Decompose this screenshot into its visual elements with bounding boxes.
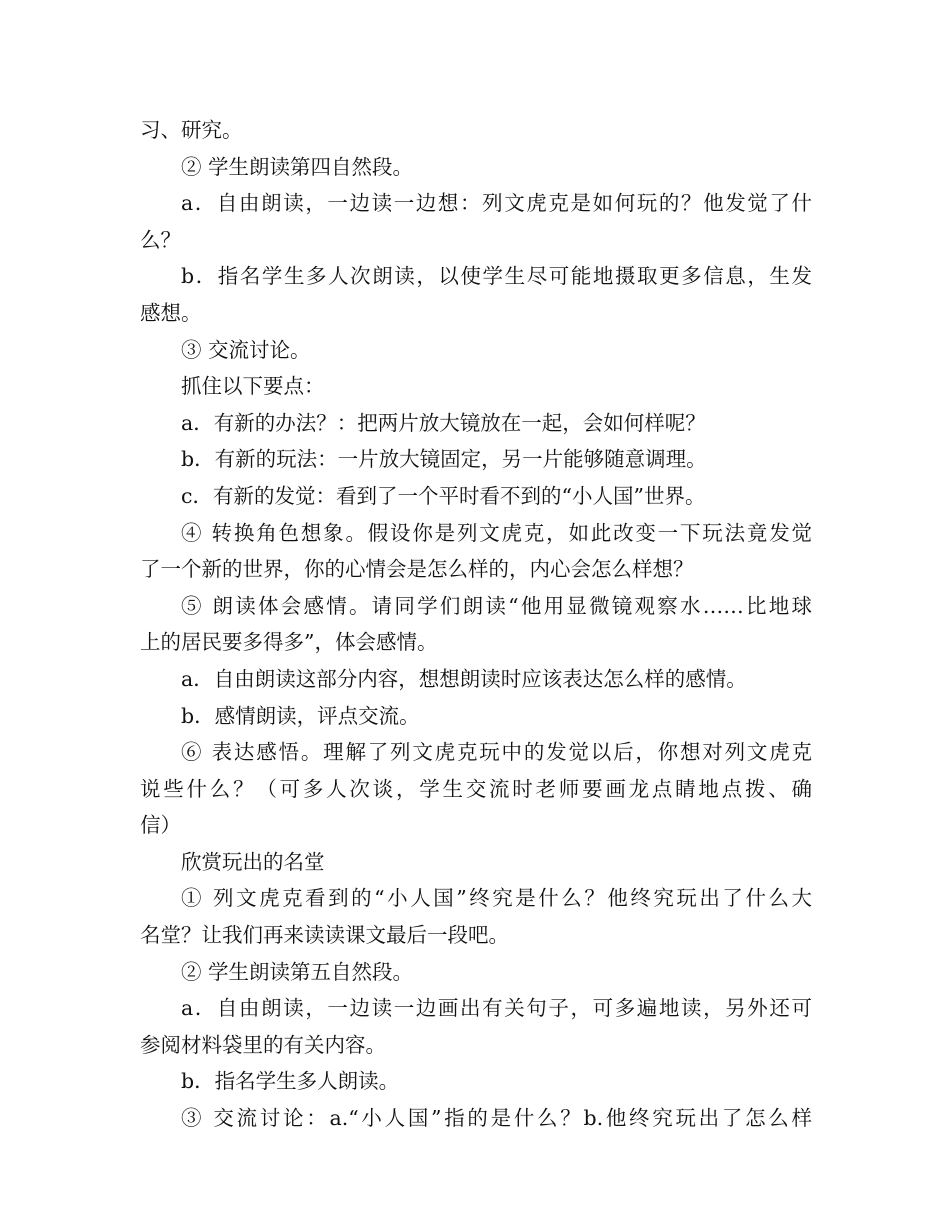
text-line: 信）	[140, 813, 181, 838]
text-line: 么？	[140, 227, 181, 252]
text-line: 上的居民要多得多”，体会感情。	[140, 630, 438, 655]
text-line: ② 学生朗读第四自然段。	[181, 154, 414, 179]
text-line: b．有新的玩法：一片放大镜固定，另一片能够随意调理。	[181, 447, 707, 472]
text-line: ① 列文虎克看到的“小人国”终究是什么？他终究玩出了什么大	[181, 886, 812, 911]
text-line: ② 学生朗读第五自然段。	[181, 959, 414, 984]
text-line: a．自由朗读，一边读一边想：列文虎克是如何玩的？他发觉了什	[181, 191, 812, 216]
text-line: a．有新的办法？：把两片放大镜放在一起，会如何样呢？	[181, 410, 706, 435]
text-line: 参阅材料袋里的有关内容。	[140, 1032, 386, 1057]
text-line: 感想。	[140, 300, 202, 325]
text-line: 说些什么？（可多人次谈，学生交流时老师要画龙点睛地点拨、确	[140, 776, 812, 801]
text-line: 习、研究。	[140, 118, 243, 142]
text-line: ⑤ 朗读体会感情。请同学们朗读“他用显微镜观察水……比地球	[181, 593, 812, 618]
text-line: a．自由朗读这部分内容，想想朗读时应该表达怎么样的感情。	[181, 666, 747, 691]
text-line: 了一个新的世界，你的心情会是怎么样的，内心会怎么样想？	[140, 557, 694, 582]
text-line: b．指名学生多人次朗读，以使学生尽可能地摄取更多信息，生发	[181, 264, 812, 289]
text-line: ④ 转换角色想象。假设你是列文虎克，如此改变一下玩法竟发觉	[181, 520, 812, 545]
text-line: ⑥ 表达感悟。理解了列文虎克玩中的发觉以后，你想对列文虎克	[181, 740, 812, 765]
text-line: 抓住以下要点：	[181, 374, 325, 399]
document-body	[140, 112, 812, 1137]
text-line: a．自由朗读，一边读一边画出有关句子，可多遍地读，另外还可	[181, 996, 812, 1021]
text-line: 欣赏玩出的名堂	[181, 849, 325, 874]
text-line: b．指名学生多人朗读。	[181, 1069, 400, 1094]
text-line: 名堂？让我们再来读读课文最后一段吧。	[140, 923, 509, 948]
text-line: ③ 交流讨论：a.“小人国”指的是什么？b.他终究玩出了怎么样	[181, 1106, 812, 1131]
text-line: c．有新的发觉：看到了一个平时看不到的“小人国”世界。	[181, 483, 706, 508]
text-line: ③ 交流讨论。	[181, 337, 311, 362]
text-line: b．感情朗读，评点交流。	[181, 703, 420, 728]
